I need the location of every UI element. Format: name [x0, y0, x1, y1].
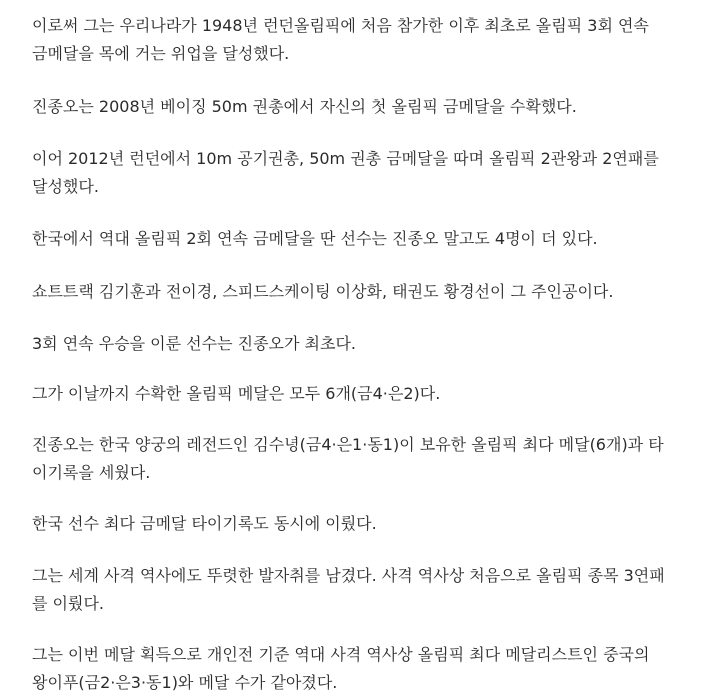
article-paragraph: 그는 이번 메달 획득으로 개인전 기준 역대 사격 역사상 올림픽 최다 메달리스트인 중국의 왕이푸(금2·은3·동1)와 메달 수가 같아졌다. [32, 645, 650, 692]
article-paragraph: 한국 선수 최다 금메달 타이기록도 동시에 이뤘다. [32, 514, 377, 533]
article-paragraph: 이로써 그는 우리나라가 1948년 런던올림픽에 처음 참가한 이후 최초로 올림픽 3회 연속 금메달을 목에 거는 위업을 달성했다. [32, 16, 649, 63]
article-paragraph: 진종오는 2008년 베이징 50m 권총에서 자신의 첫 올림픽 금메달을 수확했다. [32, 97, 577, 116]
article-paragraph: 그는 세계 사격 역사에도 뚜렷한 발자취를 남겼다. 사격 역사상 처음으로 올림픽 종목 3연패 를 이뤘다. [32, 566, 665, 613]
article-paragraph: 쇼트트랙 김기훈과 전이경, 스피드스케이팅 이상화, 태권도 황경선이 그 주인공이다. [32, 282, 614, 301]
article-paragraph: 진종오는 한국 양궁의 레전드인 김수녕(금4·은1·동1)이 보유한 올림픽 최다 메달(6개)과 타 이기록을 세웠다. [32, 435, 664, 482]
article-paragraph: 그가 이날까지 수확한 올림픽 메달은 모두 6개(금4·은2)다. [32, 384, 441, 403]
article-paragraph: 이어 2012년 런던에서 10m 공기권총, 50m 권총 금메달을 따며 올림픽 2관왕과 2연패를 달성했다. [32, 149, 659, 196]
article-paragraph: 한국에서 역대 올림픽 2회 연속 금메달을 딴 선수는 진종오 말고도 4명이 더 있다. [32, 229, 598, 248]
article-paragraph: 3회 연속 우승을 이룬 선수는 진종오가 최초다. [32, 334, 356, 353]
